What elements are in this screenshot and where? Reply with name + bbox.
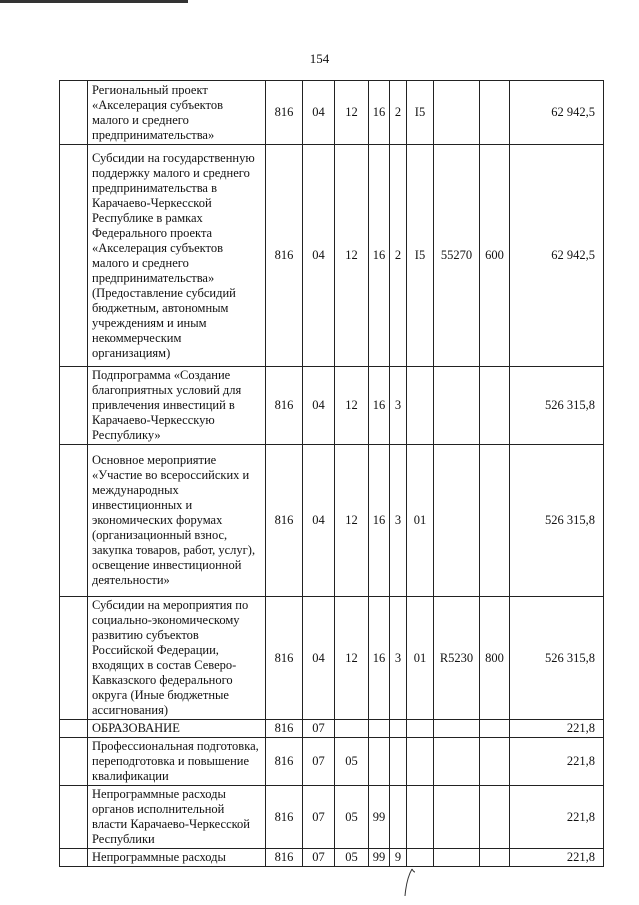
- empty-cell: [60, 720, 88, 738]
- ministry-cell: 816: [266, 81, 303, 145]
- subsection-cell: [335, 720, 369, 738]
- direction-cell: [434, 367, 480, 445]
- name-cell: Основное мероприятие «Участие во всероссийских и международных инвестиционных и экономических форумах (организационный взнос, закупка товаров, работ, услуг), освещение инвестиционной деятельности»: [88, 445, 266, 597]
- direction-cell: R5230: [434, 597, 480, 720]
- table-row: [60, 786, 604, 849]
- event-cell: I5: [407, 145, 434, 367]
- section-cell: 04: [303, 597, 335, 720]
- ministry-cell: 816: [266, 445, 303, 597]
- expense-type-cell: [480, 849, 510, 867]
- expense-type-cell: 800: [480, 597, 510, 720]
- name-cell: Непрограммные расходы: [88, 849, 266, 867]
- subsection-cell: 12: [335, 145, 369, 367]
- direction-cell: [434, 720, 480, 738]
- table-row: [60, 738, 604, 786]
- table-row: [60, 720, 604, 738]
- table-body: [60, 81, 604, 867]
- empty-cell: [60, 849, 88, 867]
- amount-cell: 62 942,5: [510, 81, 604, 145]
- event-cell: 01: [407, 445, 434, 597]
- subprogram-cell: [390, 720, 407, 738]
- amount-cell: 526 315,8: [510, 367, 604, 445]
- subprogram-cell: 3: [390, 597, 407, 720]
- expense-type-cell: [480, 720, 510, 738]
- program-cell: 99: [369, 849, 390, 867]
- amount-cell: 526 315,8: [510, 597, 604, 720]
- amount-cell: 221,8: [510, 786, 604, 849]
- program-cell: 16: [369, 81, 390, 145]
- event-cell: [407, 849, 434, 867]
- expense-type-cell: 600: [480, 145, 510, 367]
- name-cell: Субсидии на мероприятия по социально-экономическому развитию субъектов Российской Федерации, входящих в состав Северо-Кавказского федерального округа (Иные бюджетные ассигнования): [88, 597, 266, 720]
- subsection-cell: 12: [335, 597, 369, 720]
- section-cell: 07: [303, 738, 335, 786]
- subprogram-cell: 3: [390, 367, 407, 445]
- empty-cell: [60, 738, 88, 786]
- program-cell: 16: [369, 145, 390, 367]
- event-cell: [407, 367, 434, 445]
- event-cell: 01: [407, 597, 434, 720]
- ministry-cell: 816: [266, 786, 303, 849]
- section-cell: 07: [303, 849, 335, 867]
- subsection-cell: 12: [335, 367, 369, 445]
- subprogram-cell: 2: [390, 145, 407, 367]
- empty-cell: [60, 786, 88, 849]
- empty-cell: [60, 81, 88, 145]
- subprogram-cell: [390, 738, 407, 786]
- empty-cell: [60, 367, 88, 445]
- program-cell: 16: [369, 367, 390, 445]
- subsection-cell: 12: [335, 81, 369, 145]
- empty-cell: [60, 145, 88, 367]
- program-cell: [369, 738, 390, 786]
- ministry-cell: 816: [266, 597, 303, 720]
- amount-cell: 526 315,8: [510, 445, 604, 597]
- subsection-cell: 05: [335, 738, 369, 786]
- empty-cell: [60, 597, 88, 720]
- direction-cell: [434, 445, 480, 597]
- event-cell: [407, 786, 434, 849]
- direction-cell: [434, 738, 480, 786]
- subsection-cell: 05: [335, 849, 369, 867]
- direction-cell: 55270: [434, 145, 480, 367]
- direction-cell: [434, 786, 480, 849]
- program-cell: 16: [369, 597, 390, 720]
- section-cell: 04: [303, 445, 335, 597]
- subsection-cell: 12: [335, 445, 369, 597]
- name-cell: Непрограммные расходы органов исполнительной власти Карачаево-Черкесской Республики: [88, 786, 266, 849]
- table-row: [60, 367, 604, 445]
- ministry-cell: 816: [266, 720, 303, 738]
- program-cell: 16: [369, 445, 390, 597]
- ministry-cell: 816: [266, 367, 303, 445]
- expense-type-cell: [480, 81, 510, 145]
- table-row: [60, 145, 604, 367]
- section-cell: 07: [303, 720, 335, 738]
- expense-type-cell: [480, 445, 510, 597]
- table-row: [60, 597, 604, 720]
- event-cell: [407, 738, 434, 786]
- page-number: 154: [309, 51, 330, 66]
- table-row: [60, 849, 604, 867]
- budget-table: [59, 80, 604, 867]
- section-cell: 04: [303, 145, 335, 367]
- table-row: [60, 81, 604, 145]
- ministry-cell: 816: [266, 145, 303, 367]
- amount-cell: 221,8: [510, 849, 604, 867]
- expense-type-cell: [480, 367, 510, 445]
- amount-cell: 221,8: [510, 738, 604, 786]
- amount-cell: 62 942,5: [510, 145, 604, 367]
- name-cell: Субсидии на государственную поддержку малого и среднего предпринимательства в Карачаево-Черкесской Республике в рамках Федерального проекта «Акселерация субъектов малого и среднего предпринимательства» (Предоставление субсидий бюджетным, автономным учреждениям и иным некоммерческим организациям): [88, 145, 266, 367]
- subprogram-cell: 2: [390, 81, 407, 145]
- table-row: [60, 445, 604, 597]
- expense-type-cell: [480, 738, 510, 786]
- subprogram-cell: 3: [390, 445, 407, 597]
- program-cell: 99: [369, 786, 390, 849]
- name-cell: Подпрограмма «Создание благоприятных условий для привлечения инвестиций в Карачаево-Черкесскую Республику»: [88, 367, 266, 445]
- program-cell: [369, 720, 390, 738]
- amount-cell: 221,8: [510, 720, 604, 738]
- subprogram-cell: [390, 786, 407, 849]
- empty-cell: [60, 445, 88, 597]
- expense-type-cell: [480, 786, 510, 849]
- name-cell: Региональный проект «Акселерация субъектов малого и среднего предпринимательства»: [88, 81, 266, 145]
- section-cell: 04: [303, 81, 335, 145]
- event-cell: [407, 720, 434, 738]
- section-cell: 07: [303, 786, 335, 849]
- name-cell: ОБРАЗОВАНИЕ: [88, 720, 266, 738]
- section-cell: 04: [303, 367, 335, 445]
- pen-mark: [402, 868, 416, 898]
- subprogram-cell: 9: [390, 849, 407, 867]
- name-cell: Профессиональная подготовка, переподготовка и повышение квалификации: [88, 738, 266, 786]
- direction-cell: [434, 849, 480, 867]
- subsection-cell: 05: [335, 786, 369, 849]
- ministry-cell: 816: [266, 849, 303, 867]
- direction-cell: [434, 81, 480, 145]
- event-cell: I5: [407, 81, 434, 145]
- top-rule: [0, 0, 188, 3]
- ministry-cell: 816: [266, 738, 303, 786]
